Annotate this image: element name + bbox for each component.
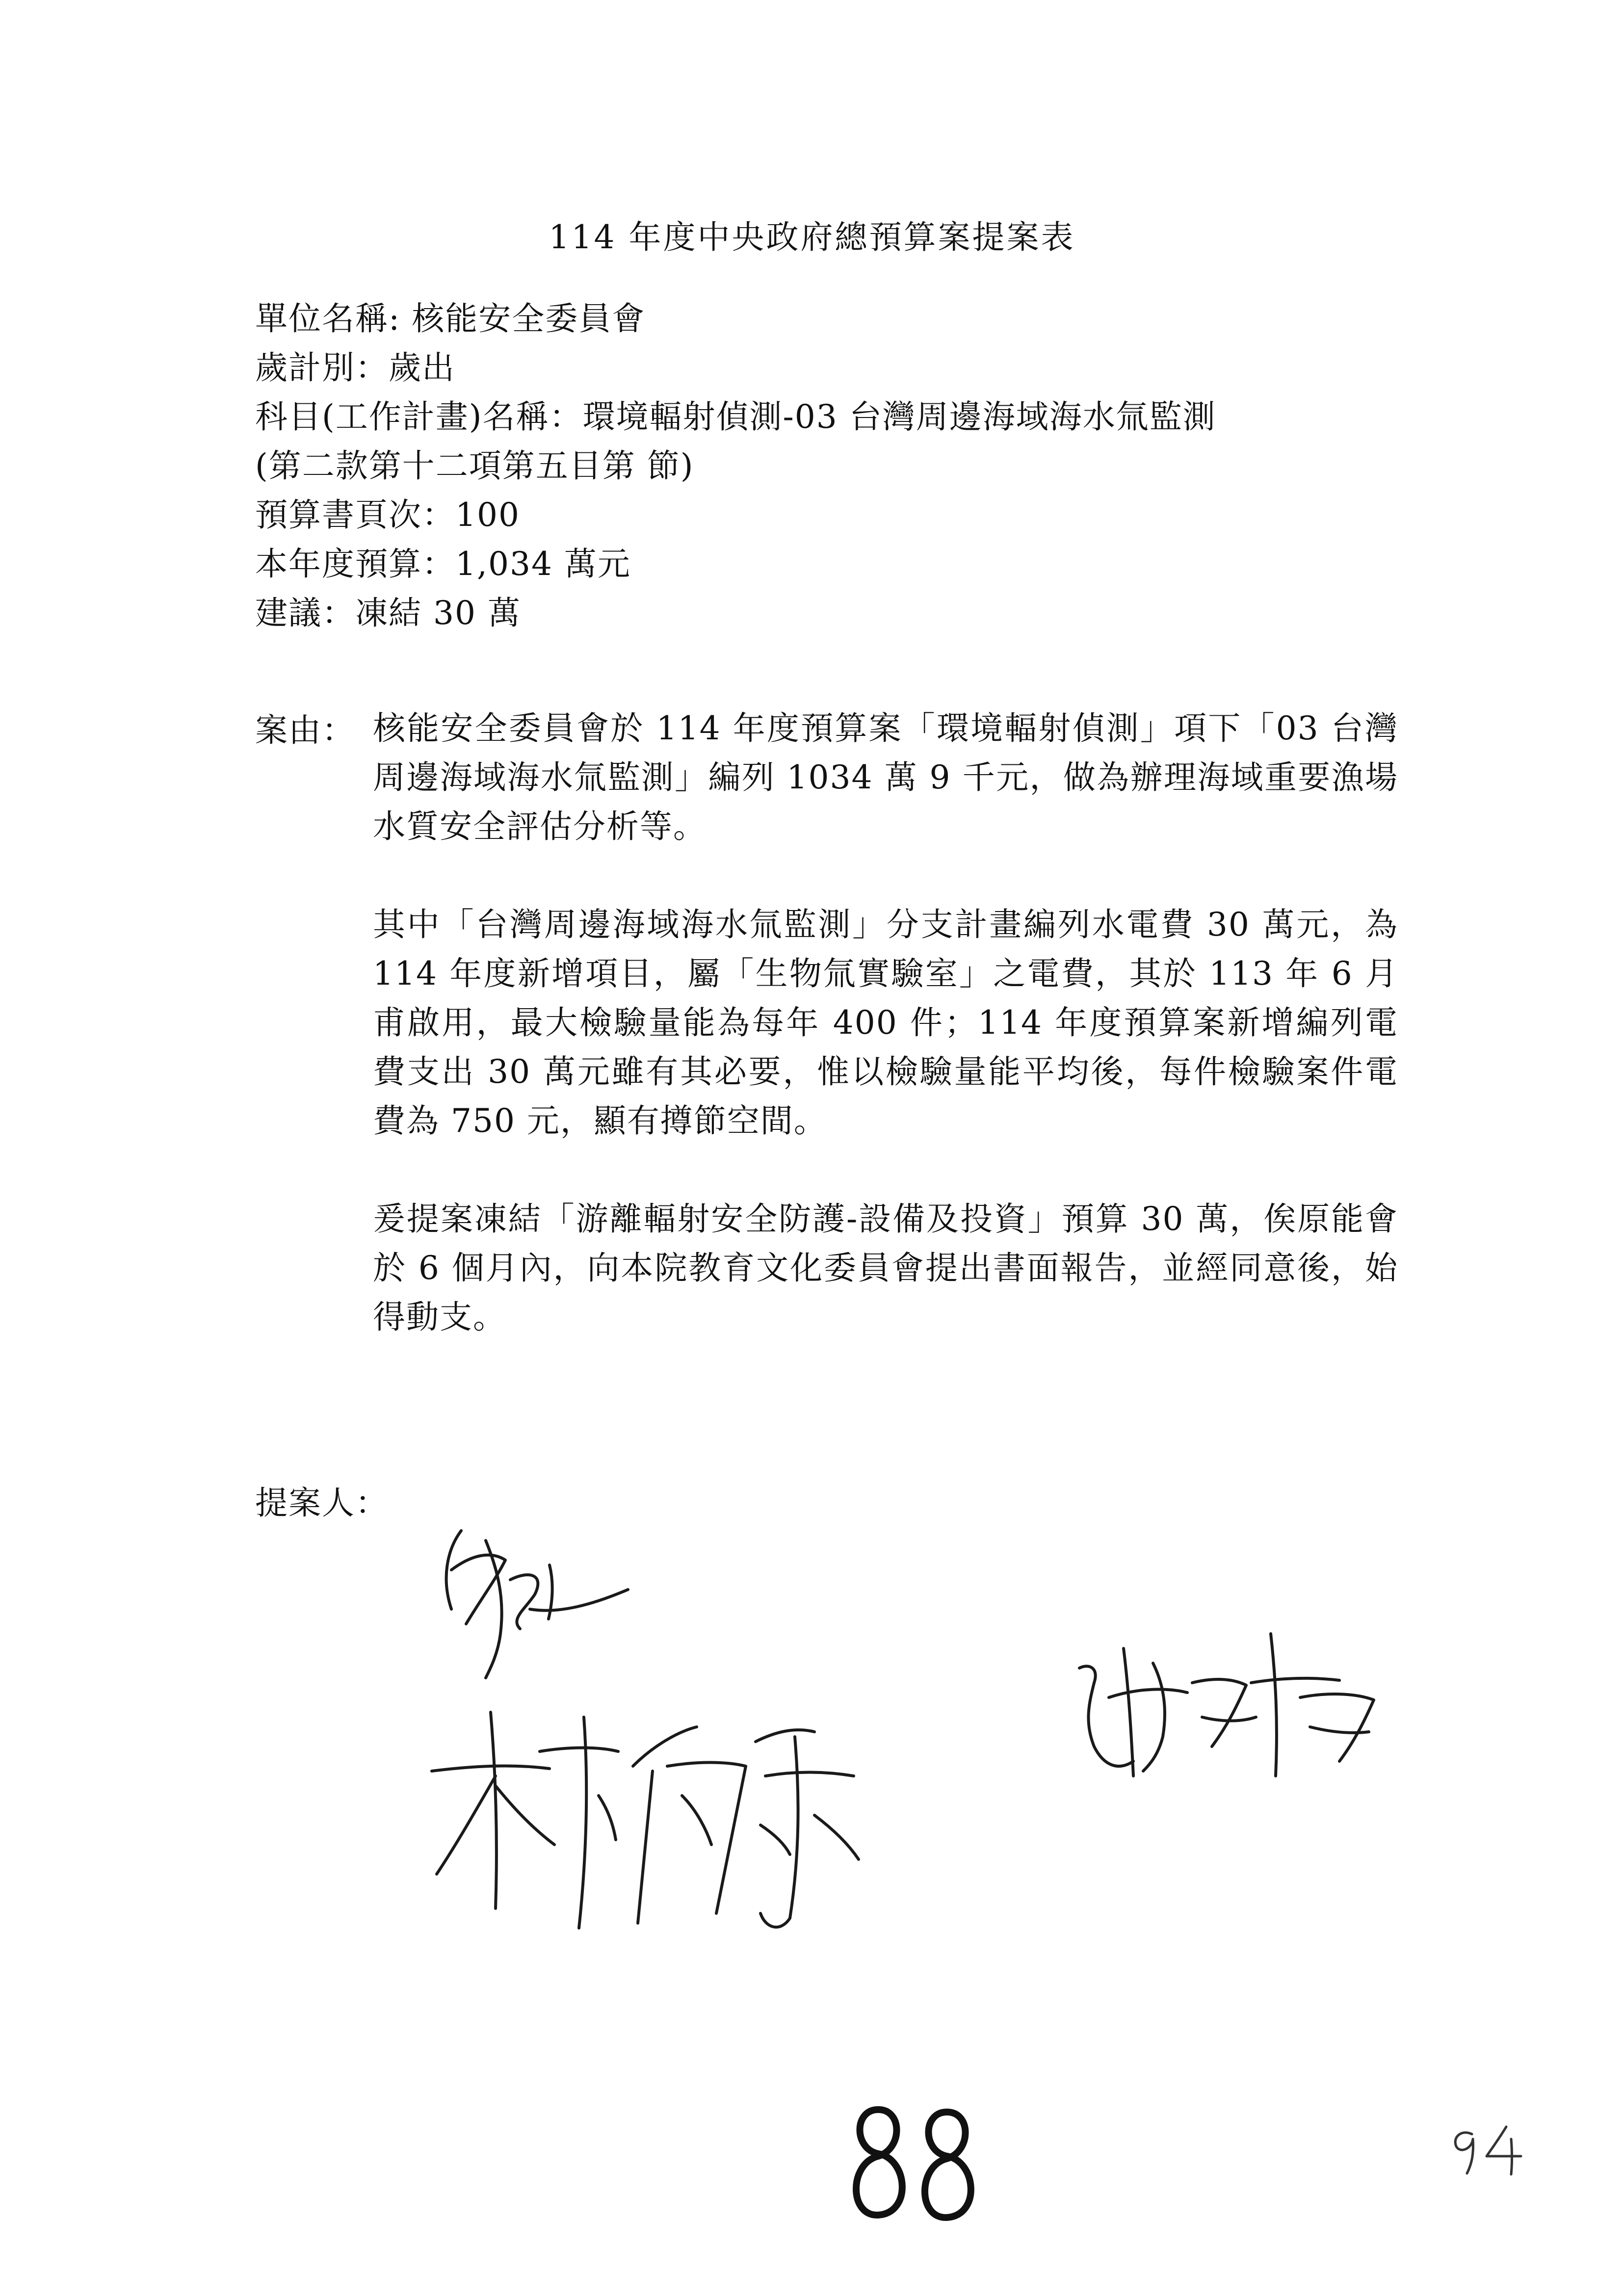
work-plan-detail: (第二款第十二項第五目第 節) (255, 447, 694, 485)
signature-1 (432, 1511, 638, 1688)
unit-name: 單位名稱: 核能安全委員會 (255, 300, 646, 338)
handwritten-94-glyphs (1442, 2119, 1531, 2178)
suggestion: 建議：凍結 30 萬 (255, 594, 521, 632)
signature-3 (1065, 1619, 1388, 1796)
reason-paragraph-2: 其中「台灣周邊海域海水氚監測」分支計畫編列水電費 30 萬元，為 114 年度新增項目，屬「生物氚實驗室」之電費，其於 113 年 6 月甫啟用，最大檢驗量能為每年 400 件；114 年度預算案新增編列電費支出 30 萬元雖有其必要，惟以檢驗量能平均後，每件檢驗案件電費為 750 元，顯有撙節空間。 (373, 906, 1398, 1140)
reason-paragraph-1: 核能安全委員會於 114 年度預算案「環境輻射偵測」項下「03 台灣周邊海域海水氚監測」編列 1034 萬 9 千元，做為辦理海域重要漁場水質安全評估分析等。 (373, 709, 1398, 845)
document-title: 114 年度中央政府總預算案提案表 (549, 218, 1075, 256)
work-plan-name: 科目(工作計畫)名稱：環境輻射偵測-03 台灣周邊海域海水氚監測 (255, 398, 1216, 436)
reason-paragraph-3: 爰提案凍結「游離輻射安全防護-設備及投資」預算 30 萬，俟原能會於 6 個月內，向本院教育文化委員會提出書面報告，並經同意後，始得動支。 (373, 1200, 1398, 1336)
proposer-label: 提案人： (255, 1484, 389, 1522)
proposal-metadata (255, 294, 1216, 638)
account-type: 歲計別：歲出 (255, 349, 455, 387)
handwritten-page-number (844, 2100, 991, 2229)
signature-2 (422, 1697, 903, 1953)
annual-budget: 本年度預算：1,034 萬元 (255, 545, 631, 583)
handwritten-88-glyphs (844, 2100, 991, 2227)
handwritten-corner-number (1442, 2119, 1531, 2180)
budget-page-ref: 預算書頁次：100 (255, 496, 520, 534)
reason-label: 案由： (255, 711, 355, 749)
